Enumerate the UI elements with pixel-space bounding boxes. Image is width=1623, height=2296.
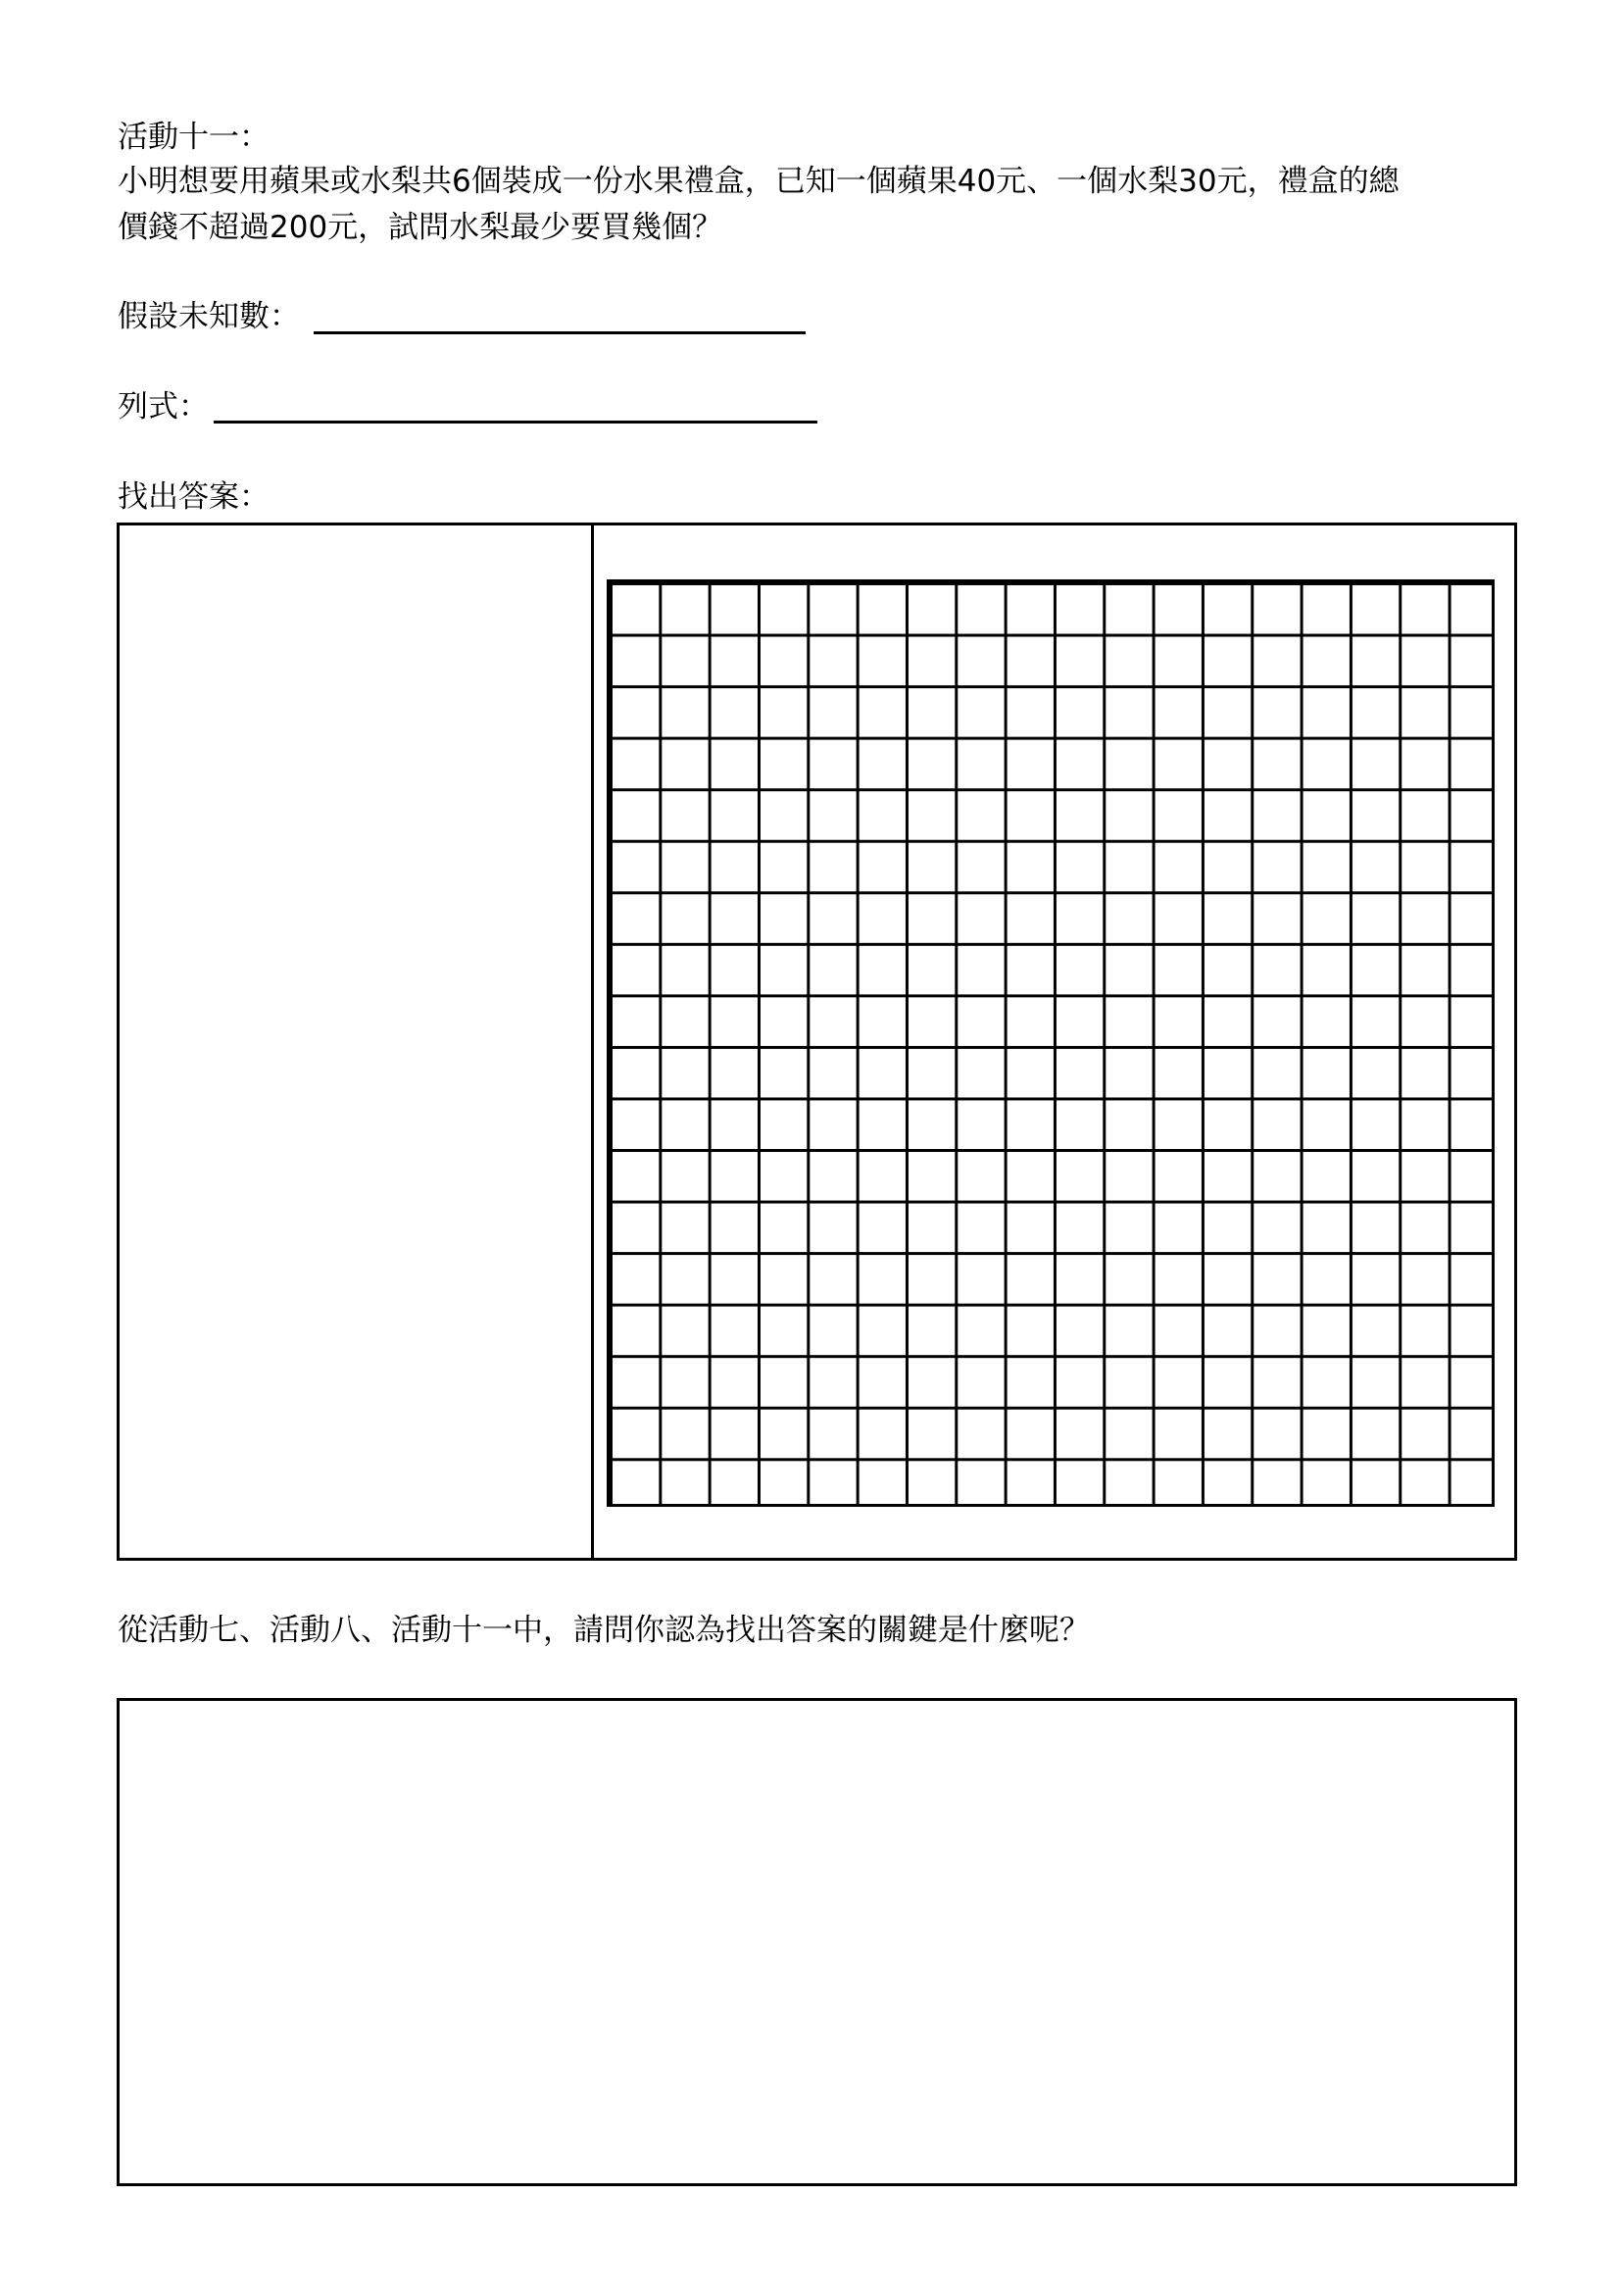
equation-label: 列式： (118, 389, 209, 424)
answer-label: 找出答案： (118, 479, 270, 515)
graph-paper-grid[interactable] (607, 579, 1495, 1507)
activity-title: 活動十一： (118, 120, 270, 155)
problem-text-line-1: 小明想要用蘋果或水梨共6個裝成一份水果禮盒，已知一個蘋果40元、一個水梨30元，禮盒的總 (118, 164, 1400, 199)
unknown-label: 假設未知數： (118, 299, 300, 334)
unknown-answer-line[interactable] (314, 331, 806, 334)
answer-box-divider (591, 523, 594, 1561)
equation-answer-line[interactable] (214, 421, 817, 424)
reflection-question: 從活動七、活動八、活動十一中，請問你認為找出答案的關鍵是什麼呢？ (118, 1613, 1090, 1648)
reflection-answer-box[interactable] (117, 1698, 1517, 2186)
problem-text-line-2: 價錢不超過200元，試問水梨最少要買幾個？ (118, 210, 723, 245)
